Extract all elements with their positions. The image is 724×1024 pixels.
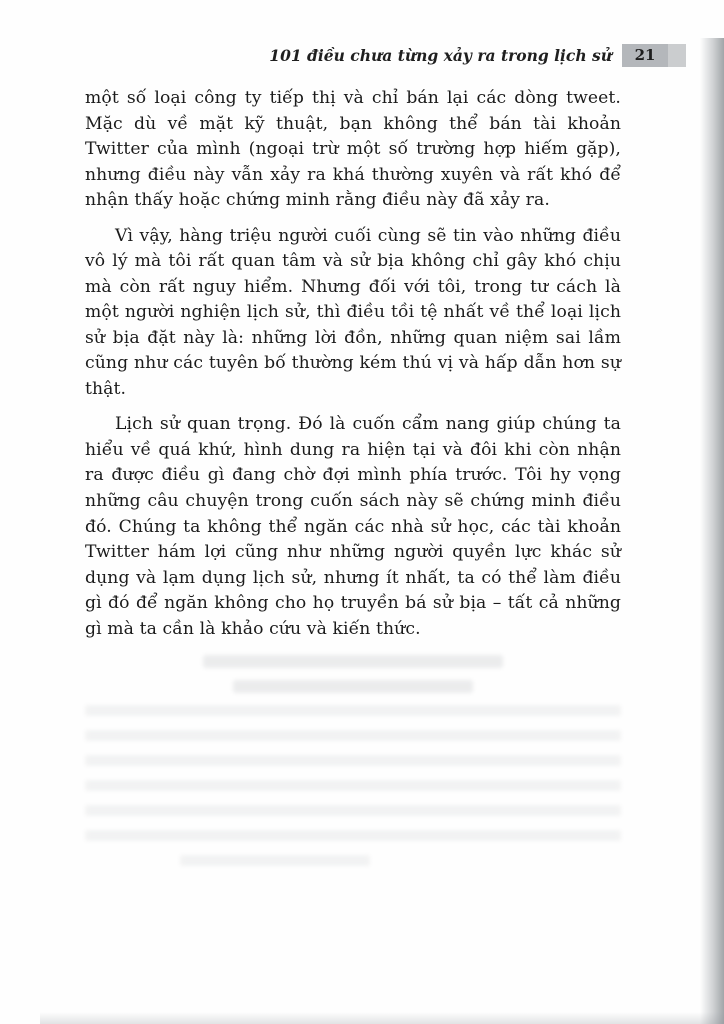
- bleedthrough-line: [85, 830, 621, 841]
- paragraph: Vì vậy, hàng triệu người cuối cùng sẽ tin vào những điều vô lý mà tôi rất quan tâm và sử bịa không chỉ gây khó chịu mà còn rất nguy hiểm. Nhưng đối với tôi, trong tư cách là một người nghiện lịch sử, thì điều tồi tệ nhất về thể loại lịch sử bịa đặt này là: những lời đồn, những quan niệm sai lầm cũng như các tuyên bố thường kém thú vị và hấp dẫn hơn sự thật.: [85, 225, 621, 399]
- bleedthrough-line: [180, 855, 370, 866]
- paragraph: Lịch sử quan trọng. Đó là cuốn cẩm nang giúp chúng ta hiểu về quá khứ, hình dung ra hiện tại và đôi khi còn nhận ra được điều gì đang chờ đợi mình phía trước. Tôi hy vọng những câu chuyện trong cuốn sách này sẽ chứng minh điều đó. Chúng ta không thể ngăn các nhà sử học, các tài khoản Twitter hám lợi cũng như những người quyền lực khác sử dụng và lạm dụng lịch sử, nhưng ít nhất, ta có thể làm điều gì đó để ngăn không cho họ truyền bá sử bịa – tất cả những gì mà ta cần là khảo cứu và kiến thức.: [85, 414, 621, 639]
- scan-edge-shadow-bottom: [40, 1012, 724, 1024]
- bleedthrough-line: [85, 780, 621, 791]
- bleedthrough-line: [85, 730, 621, 741]
- body-text: [85, 86, 621, 652]
- page-number: 21: [622, 44, 668, 67]
- bleedthrough-line: [85, 805, 621, 816]
- page-header: [85, 44, 724, 67]
- bleedthrough-line: [203, 655, 503, 668]
- bleedthrough-line: [85, 755, 621, 766]
- paragraph: một số loại công ty tiếp thị và chỉ bán lại các dòng tweet. Mặc dù về mặt kỹ thuật, bạn không thể bán tài khoản Twitter của mình (ngoại trừ một số trường hợp hiếm gặp), nhưng điều này vẫn xảy ra khá thường xuyên và rất khó để nhận thấy hoặc chứng minh rằng điều này đã xảy ra.: [85, 88, 621, 211]
- running-title: 101 điều chưa từng xảy ra trong lịch sử: [269, 46, 612, 65]
- bleedthrough-line: [85, 705, 621, 716]
- page-bleedthrough: [85, 655, 621, 880]
- scan-edge-shadow-right: [700, 38, 724, 1024]
- bleedthrough-line: [233, 680, 473, 693]
